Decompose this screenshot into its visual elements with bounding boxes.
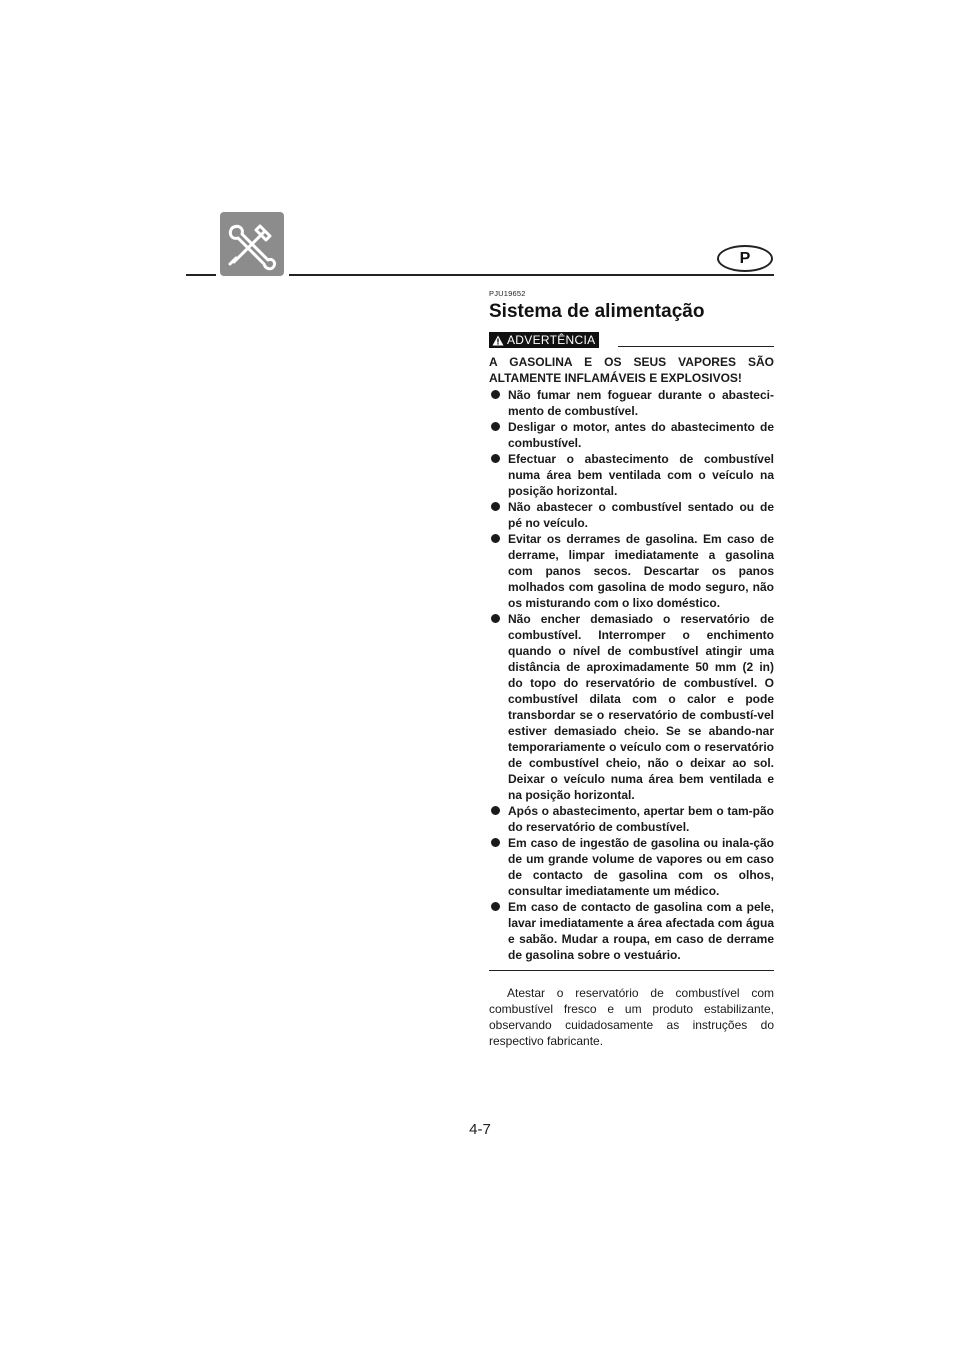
bullet-icon — [491, 534, 500, 543]
bullet-icon — [491, 502, 500, 511]
list-item — [489, 899, 774, 963]
list-item — [489, 387, 774, 419]
list-item-text: Em caso de contacto de gasolina com a pele, lavar imediatamente a área afectada com água e sabão. Mudar a roupa, em caso de derrame de gasolina sobre o vestuário. — [508, 900, 774, 962]
section-code: PJU19652 — [489, 289, 526, 298]
bullet-icon — [491, 422, 500, 431]
list-item-text: Não encher demasiado o reservatório de combustível. Interromper o enchimento quando o nível de combustível atingir uma distância de aproximadamente 50 mm (2 in) do topo do reservatório de combustível. O combustível dilata com o calor e pode transbordar se o reservatório de combustí-vel estiver demasiado cheio. Se se abando-nar temporariamente o veículo com o reservatório de combustível cheio, não o deixar ao sol. Deixar o veículo numa área bem ventilada e na posição horizontal. — [508, 612, 774, 802]
warning-label — [489, 332, 599, 348]
warning-header — [489, 332, 774, 348]
list-item-text: Não abastecer o combustível sentado ou de pé no veículo. — [508, 500, 774, 530]
list-item — [489, 499, 774, 531]
list-item-text: Não fumar nem foguear durante o abasteci-mento de combustível. — [508, 388, 774, 418]
list-item — [489, 611, 774, 803]
main-content — [489, 289, 774, 1061]
warning-bullet-list — [489, 387, 774, 963]
bullet-icon — [491, 806, 500, 815]
warning-rule — [618, 346, 774, 347]
list-item — [489, 531, 774, 611]
page-number: 4-7 — [469, 1121, 491, 1138]
list-item — [489, 419, 774, 451]
warning-label-text: ADVERTÊNCIA — [507, 333, 596, 347]
list-item-text: Evitar os derrames de gasolina. Em caso de derrame, limpar imediatamente a gasolina com panos secos. Descartar os panos molhados com gasolina de modo seguro, não os misturando com o lixo doméstico. — [508, 532, 774, 610]
bullet-icon — [491, 838, 500, 847]
warning-box — [489, 354, 774, 971]
bullet-icon — [491, 454, 500, 463]
warning-triangle-icon — [492, 335, 504, 346]
bullet-icon — [491, 614, 500, 623]
list-item-text: Em caso de ingestão de gasolina ou inala-ção de um grande volume de vapores ou em caso de contacto de gasolina com os olhos, consultar imediatamente um médico. — [508, 836, 774, 898]
list-item — [489, 803, 774, 835]
header-rule-right — [289, 274, 774, 276]
list-item-text: Após o abastecimento, apertar bem o tam-pão do reservatório de combustível. — [508, 804, 774, 834]
language-badge: P — [717, 245, 773, 272]
header-rule-left — [186, 274, 216, 276]
bullet-icon — [491, 902, 500, 911]
list-item — [489, 835, 774, 899]
body-paragraph: Atestar o reservatório de combustível com combustível fresco e um produto estabilizante, observando cuidadosamente as instruções do respectivo fabricante. — [489, 986, 774, 1048]
list-item — [489, 451, 774, 499]
list-item-text: Desligar o motor, antes do abastecimento de combustível. — [508, 420, 774, 450]
warning-heading: A GASOLINA E OS SEUS VAPORES SÃO ALTAMENTE INFLAMÁVEIS E EXPLOSIVOS! — [489, 355, 774, 385]
tools-icon — [220, 212, 284, 276]
section-title: Sistema de alimentação — [489, 301, 705, 322]
bullet-icon — [491, 390, 500, 399]
warning-end-rule — [489, 970, 774, 971]
list-item-text: Efectuar o abastecimento de combustível numa área bem ventilada com o veículo na posição horizontal. — [508, 452, 774, 498]
